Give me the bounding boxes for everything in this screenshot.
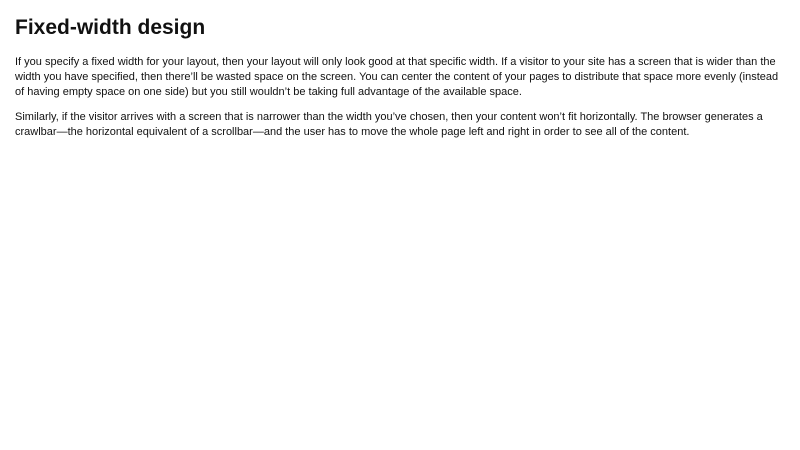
- paragraph-narrow-screen: Similarly, if the visitor arrives with a screen that is narrower than the width you’ve chosen, then your content won’t fit horizontally. The browser generates a crawlbar—the horizontal equivalent of a scrollbar—and the user has to move the whole page left and right in order to see all of the content.: [15, 111, 763, 138]
- paragraph-fixed-width-intro: If you specify a fixed width for your layout, then your layout will only look good at that specific width. If a visitor to your site has a screen that is wider than the width you have specified, then there’ll be wasted space on the screen. You can center the content of your pages to distribute that space more evenly (instead of having empty space on one side) but you still wouldn’t be taking full advantage of the available space.: [15, 56, 779, 98]
- page-title: Fixed-width design: [15, 16, 206, 39]
- article: [15, 14, 785, 150]
